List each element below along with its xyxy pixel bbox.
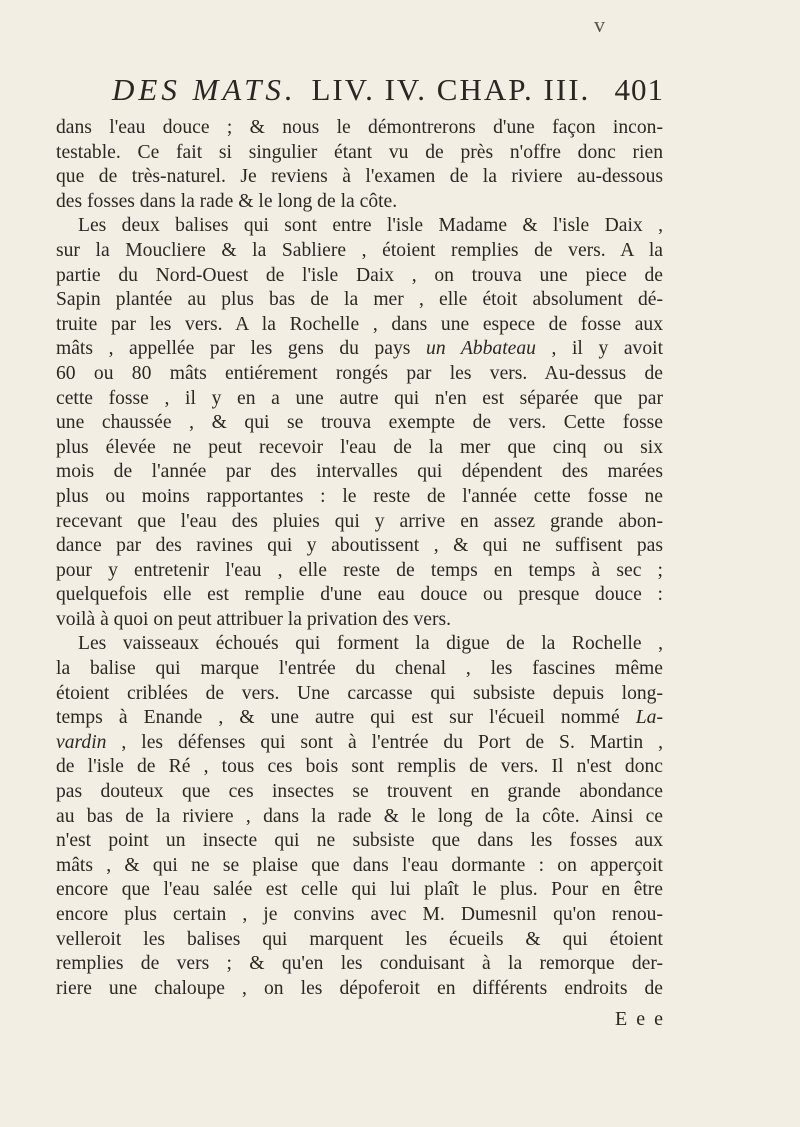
text-line: cette fosse , il y en a une autre qui n'en est séparée que par — [56, 387, 663, 409]
text-line: Sapin plantée au plus bas de la mer , elle étoit absolument dé- — [56, 289, 663, 311]
text-line: encore que l'eau salée est celle qui lui plaît le plus. Pour en être — [56, 879, 663, 901]
paragraph — [56, 214, 663, 632]
paragraph — [56, 632, 663, 1001]
text-line: au bas de la riviere , dans la rade & le long de la côte. Ainsi ce — [56, 805, 663, 827]
text-line: 60 ou 80 mâts entiérement rongés par les vers. Au-dessus de — [56, 362, 663, 384]
text-line: mois de l'année par des intervalles qui dépendent des marées — [56, 461, 663, 483]
text-line: vardin , les défenses qui sont à l'entrée du Port de S. Martin , — [56, 731, 663, 753]
running-header — [112, 72, 664, 114]
text-line: n'est point un insecte qui ne subsiste que dans les fosses aux — [56, 830, 663, 852]
text-line: de l'isle de Ré , tous ces bois sont remplis de vers. Il n'est donc — [56, 756, 663, 778]
text-line: que de très-naturel. Je reviens à l'examen de la riviere au-dessous — [56, 166, 663, 188]
text-line: plus ou moins rapportantes : le reste de l'année cette fosse ne — [56, 485, 663, 507]
text-line: mâts , appellée par les gens du pays un Abbateau , il y avoit — [56, 338, 663, 360]
text-line: riere une chaloupe , on les dépoferoit en différents endroits de — [56, 977, 663, 999]
text-line: Les deux balises qui sont entre l'isle Madame & l'isle Daix , — [78, 215, 663, 237]
text-line: étoient criblées de vers. Une carcasse qui subsiste depuis long- — [56, 682, 663, 704]
paragraph — [56, 116, 663, 214]
text-line: des fosses dans la rade & le long de la côte. — [56, 190, 398, 212]
text-line: recevant que l'eau des pluies qui y arrive en assez grande abon- — [56, 510, 663, 532]
text-line: partie du Nord-Ouest de l'isle Daix , on trouva une piece de — [56, 264, 663, 286]
text-line: la balise qui marque l'entrée du chenal , les fascines même — [56, 658, 663, 680]
text-line: voilà à quoi on peut attribuer la privation des vers. — [56, 608, 452, 630]
text-line: Les vaisseaux échoués qui forment la digue de la Rochelle , — [78, 633, 663, 655]
running-head-title: DES MATS. — [112, 72, 297, 107]
text-line: velleroit les balises qui marquent les écueils & qui étoient — [56, 928, 663, 950]
body-text — [56, 116, 663, 1001]
top-mark: v — [594, 12, 605, 37]
running-head-chapter: LIV. IV. CHAP. III. — [311, 72, 591, 107]
text-line: dance par des ravines qui y aboutissent , & qui ne suffisent pas — [56, 535, 663, 557]
page-number: 401 — [614, 72, 664, 107]
text-line: encore plus certain , je convins avec M. Dumesnil qu'on renou- — [56, 904, 663, 925]
text-line: dans l'eau douce ; & nous le démontrerons d'une façon incon- — [56, 117, 663, 138]
text-line: sur la Moucliere & la Sabliere , étoient remplies de vers. A la — [56, 239, 663, 261]
text-line: remplies de vers ; & qu'en les conduisant à la remorque der- — [56, 953, 663, 975]
text-line: une chaussée , & qui se trouva exempte de vers. Cette fosse — [56, 412, 663, 434]
text-line: mâts , & qui ne se plaise que dans l'eau dormante : on apperçoit — [56, 854, 663, 876]
text-line: quelquefois elle est remplie d'une eau douce ou presque douce : — [56, 584, 663, 606]
text-line: testable. Ce fait si singulier étant vu de près n'offre donc rien — [56, 141, 663, 163]
text-line: truite par les vers. A la Rochelle , dans une espece de fosse aux — [56, 313, 663, 335]
catchword: E e e — [615, 1008, 665, 1030]
text-line: plus élevée ne peut recevoir l'eau de la mer que cinq ou six — [56, 436, 663, 458]
text-line: temps à Enande , & une autre qui est sur l'écueil nommé La- — [56, 707, 663, 729]
text-line: pour y entretenir l'eau , elle reste de temps en temps à sec ; — [56, 559, 663, 581]
text-line: pas douteux que ces insectes se trouvent en grande abondance — [56, 781, 663, 803]
